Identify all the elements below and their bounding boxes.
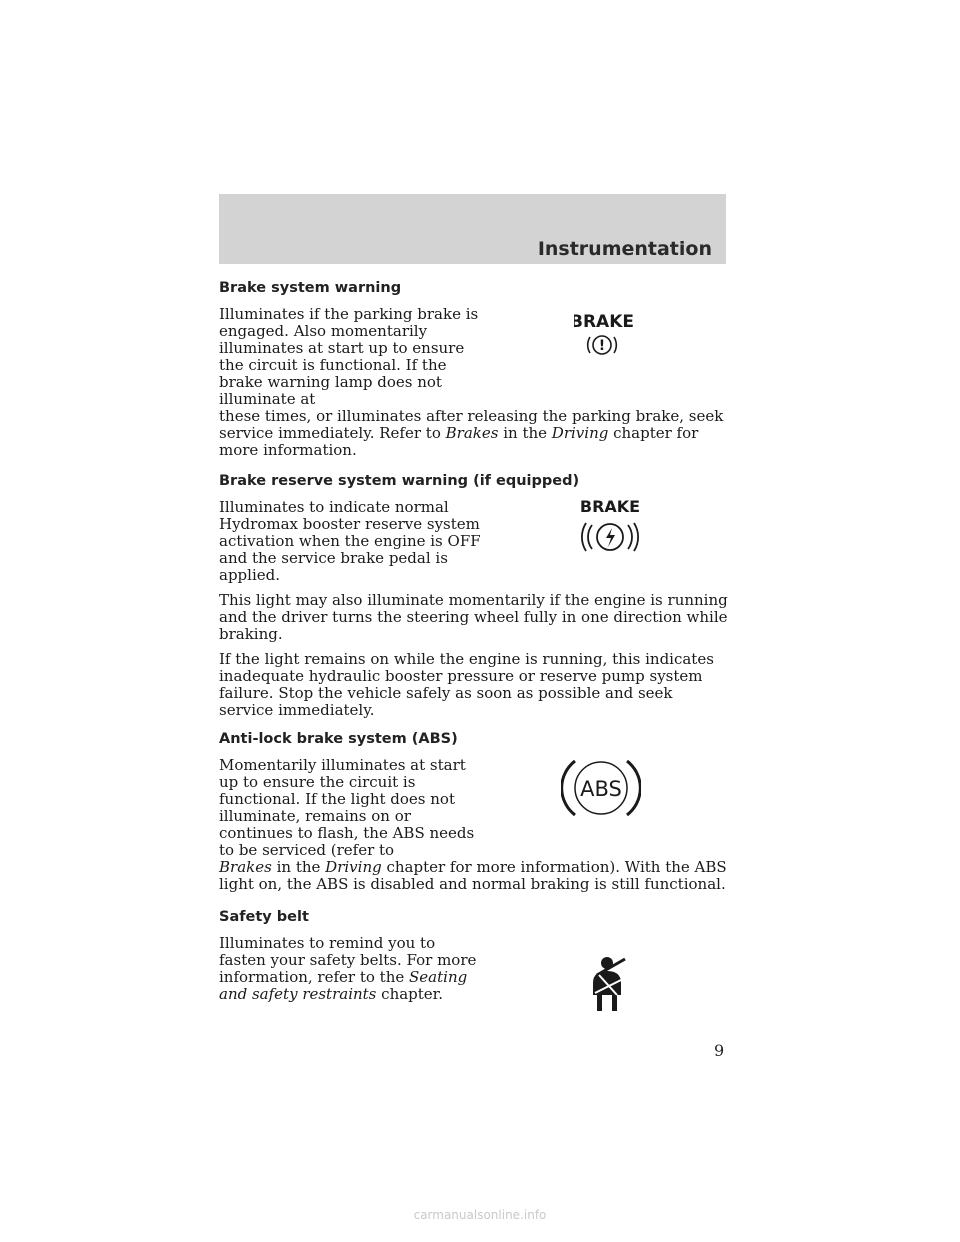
brake-reserve-text-2: This light may also illuminate momentarily if the engine is running and the driver turns the steering wheel fully in one direction while braking.: [219, 591, 728, 643]
page-number: 9: [714, 1041, 725, 1060]
brake-warning-icon-symbol: !: [598, 338, 606, 354]
abs-icon-label: ABS: [580, 777, 622, 801]
abs-icon: [561, 755, 641, 821]
brakes-reference: Brakes: [445, 424, 499, 442]
page-content: [219, 280, 729, 1003]
abs-heading: Anti-lock brake system (ABS): [219, 731, 458, 747]
brake-reserve-icon: [576, 497, 644, 559]
watermark-footer: carmanualsonline.info: [413, 1208, 547, 1222]
brake-reserve-text-3: If the light remains on while the engine is running, this indicates inadequate hydraulic booster pressure or reserve pump system failure. Stop the vehicle safely as soon as possible and seek service immediately.: [219, 650, 714, 719]
brake-system-warning-text-continued: these times, or illuminates after releasing the parking brake, seek service immediately. Refer to Brakes in the Driving chapter for more information.: [219, 407, 724, 459]
brake-system-warning-heading: Brake system warning: [219, 280, 402, 296]
brake-warning-icon-label: BRAKE: [574, 312, 634, 332]
safety-belt-text: Illuminates to remind you to fasten your safety belts. For more information, refer to the Seating and safety restraints chapter.: [219, 934, 477, 1003]
brake-reserve-heading: Brake reserve system warning (if equipped): [219, 473, 580, 489]
safety-belt-section: [219, 909, 729, 1003]
brake-warning-icon: [574, 310, 634, 360]
abs-section: [219, 731, 729, 893]
brakes-reference: Brakes: [219, 858, 272, 876]
driving-reference: Driving: [551, 424, 609, 442]
safety-belt-heading: Safety belt: [219, 909, 309, 925]
seating-reference: Seating and safety restraints: [219, 968, 468, 1003]
brake-system-warning-text: Illuminates if the parking brake is engaged. Also momentarily illuminates at start up to ensure the circuit is functional. If the brake warning lamp does not illuminate at: [219, 305, 479, 408]
brake-reserve-section: [219, 473, 729, 719]
brake-reserve-text-1: Illuminates to indicate normal Hydromax booster reserve system activation when the engine is OFF and the service brake pedal is applied.: [219, 498, 481, 584]
driving-reference: Driving: [325, 858, 382, 876]
section-header-band: [219, 194, 726, 264]
abs-text: Momentarily illuminates at start up to ensure the circuit is functional. If the light does not illuminate, remains on or continues to flash, the ABS needs to be serviced (refer to Brakes in the Driving chapter for more information). With the ABS light on, the ABS is disabled and normal braking is still functional.: [219, 756, 727, 893]
brake-system-warning-section: [219, 280, 729, 459]
safety-belt-icon: [583, 953, 633, 1013]
brake-reserve-icon-label: BRAKE: [579, 497, 641, 516]
section-title: Instrumentation: [537, 238, 712, 260]
